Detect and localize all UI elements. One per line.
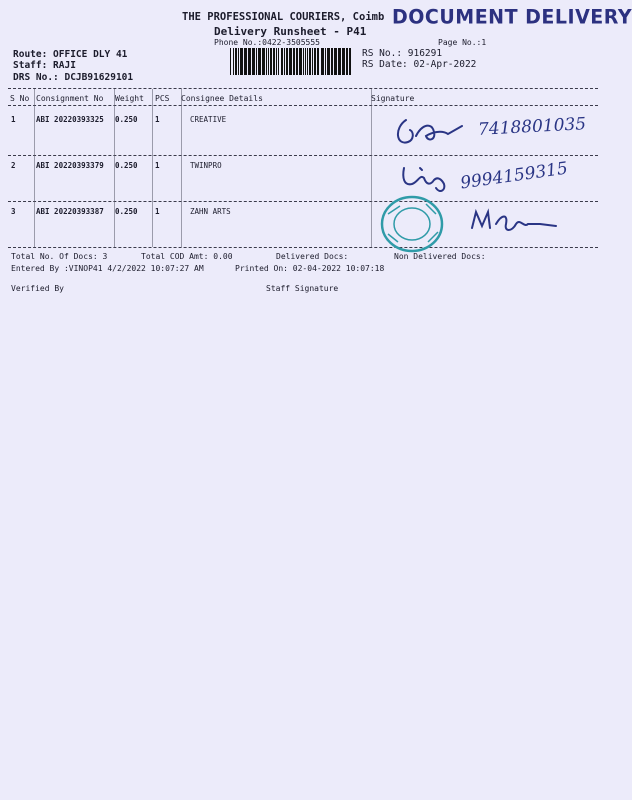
entered-by: Entered By :VINOP41 4/2/2022 10:07:27 AM (11, 264, 204, 273)
barcode-bar (230, 48, 231, 75)
col-header-sno: S No (10, 94, 30, 103)
col-header-pcs: PCS (155, 94, 170, 103)
barcode-bar (233, 48, 234, 75)
barcode-bar (262, 48, 265, 75)
signature-1-scribble (392, 112, 472, 152)
signature-2-scribble (398, 162, 456, 196)
barcode-bar (312, 48, 313, 75)
barcode (230, 48, 354, 75)
barcode-bar (281, 48, 283, 75)
staff-signature: Staff Signature (266, 284, 339, 293)
row-3-consignment: ABI 20220393387 (36, 207, 104, 216)
total-cod: Total COD Amt: 0.00 (141, 252, 233, 261)
col-header-consignment: Consignment No (36, 94, 104, 103)
signature-1-phone: 7418801035 (477, 114, 587, 140)
row-2-consignment: ABI 20220393379 (36, 161, 104, 170)
rs-date: RS Date: 02-Apr-2022 (362, 59, 477, 70)
non-delivered-docs: Non Delivered Docs: (394, 252, 486, 261)
barcode-bar (240, 48, 243, 75)
column-rule (152, 89, 153, 247)
verified-by: Verified By (11, 284, 64, 293)
route-label: Route: OFFICE DLY 41 (13, 49, 128, 60)
company-seal-stamp (378, 194, 454, 254)
signature-2-phone: 9994159315 (459, 158, 570, 194)
barcode-bar (270, 48, 272, 75)
row-1-consignment: ABI 20220393325 (36, 115, 104, 124)
column-rule (34, 89, 35, 247)
total-docs: Total No. Of Docs: 3 (11, 252, 108, 261)
barcode-bar (235, 48, 237, 75)
barcode-bar (314, 48, 316, 75)
table-top-rule (8, 88, 598, 89)
barcode-bar (258, 48, 261, 75)
delivered-docs: Delivered Docs: (276, 252, 349, 261)
barcode-bar (238, 48, 239, 75)
barcode-bar (276, 48, 277, 75)
signature-3-scribble (468, 206, 560, 236)
row-1-pcs: 1 (155, 115, 160, 124)
col-header-signature: Signature (371, 94, 415, 103)
printed-on: Printed On: 02-04-2022 10:07:18 (235, 264, 385, 273)
barcode-bar (331, 48, 333, 75)
barcode-bar (338, 48, 341, 75)
barcode-bar (342, 48, 345, 75)
barcode-bar (349, 48, 351, 75)
barcode-bar (296, 48, 298, 75)
row-3-sno: 3 (11, 207, 16, 216)
row-3-consignee: ZAHN ARTS (190, 207, 231, 216)
column-rule (371, 89, 372, 247)
phone-number: Phone No.:0422-3505555 (214, 38, 320, 47)
barcode-bar (248, 48, 251, 75)
barcode-bar (299, 48, 302, 75)
barcode-bar (325, 48, 326, 75)
row-2-pcs: 1 (155, 161, 160, 170)
row-3-pcs: 1 (155, 207, 160, 216)
staff-label: Staff: RAJI (13, 60, 76, 71)
barcode-bar (244, 48, 247, 75)
barcode-bar (256, 48, 257, 75)
row-divider (8, 155, 598, 156)
row-3-weight: 0.250 (115, 207, 138, 216)
table-bottom-rule (8, 247, 598, 248)
drs-number: DRS No.: DCJB91629101 (13, 72, 134, 83)
barcode-bar (307, 48, 308, 75)
row-2-consignee: TWINPRO (190, 161, 222, 170)
barcode-bar (303, 48, 304, 75)
runsheet-title: Delivery Runsheet - P41 (214, 25, 367, 38)
barcode-bar (286, 48, 288, 75)
barcode-bar (327, 48, 330, 75)
barcode-bar (293, 48, 295, 75)
row-divider (8, 201, 598, 202)
document-delivery-stamp: DOCUMENT DELIVERY (392, 5, 632, 29)
barcode-bar (317, 48, 319, 75)
row-2-weight: 0.250 (115, 161, 138, 170)
barcode-bar (252, 48, 255, 75)
row-1-consignee: CREATIVE (190, 115, 227, 124)
row-1-sno: 1 (11, 115, 16, 124)
barcode-bar (346, 48, 348, 75)
barcode-bar (334, 48, 337, 75)
table-header-rule (8, 105, 598, 106)
row-1-weight: 0.250 (115, 115, 138, 124)
col-header-consignee: Consignee Details (181, 94, 263, 103)
col-header-weight: Weight (115, 94, 144, 103)
barcode-bar (284, 48, 285, 75)
row-2-sno: 2 (11, 161, 16, 170)
barcode-bar (268, 48, 269, 75)
barcode-bar (321, 48, 324, 75)
rs-number: RS No.: 916291 (362, 48, 443, 59)
barcode-bar (289, 48, 292, 75)
barcode-bar (309, 48, 311, 75)
page-number: Page No.:1 (438, 38, 487, 47)
company-name: THE PROFESSIONAL COURIERS, Coimb (182, 11, 385, 23)
barcode-bar (266, 48, 267, 75)
barcode-bar (273, 48, 275, 75)
barcode-bar (278, 48, 279, 75)
barcode-bar (305, 48, 306, 75)
column-rule (181, 89, 182, 247)
